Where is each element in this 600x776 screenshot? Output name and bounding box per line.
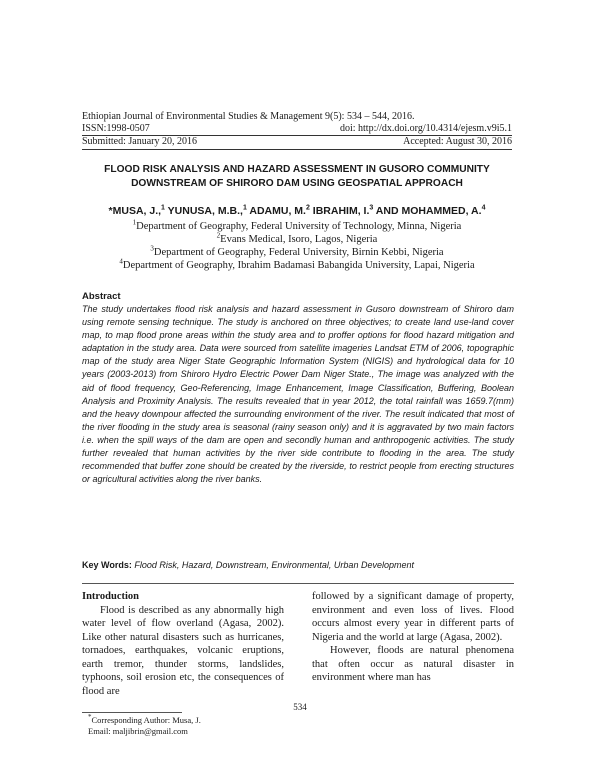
keywords-label: Key Words: xyxy=(82,560,132,570)
author-4-sup: 3 xyxy=(369,204,374,212)
affiliation-3 xyxy=(82,246,512,259)
right-column xyxy=(312,590,514,685)
intro-heading: Introduction xyxy=(82,591,139,602)
header-rule-2 xyxy=(82,149,512,150)
author-5-sup: 4 xyxy=(481,204,486,212)
issn-doi-row xyxy=(82,123,512,135)
affiliation-1 xyxy=(82,220,512,233)
affiliation-1-sup: 1 xyxy=(132,218,137,227)
dates-row xyxy=(82,136,512,148)
issn: ISSN:1998-0507 xyxy=(82,123,150,134)
affiliation-3-sup: 3 xyxy=(150,244,154,253)
author-3: ADAMU, M. xyxy=(246,205,306,217)
footnote-sup: * xyxy=(88,713,92,722)
accepted-date: Accepted: August 30, 2016 xyxy=(403,136,512,147)
author-2-sup: 1 xyxy=(242,204,247,212)
author-email[interactable]: Email: maljibrin@gmail.com xyxy=(88,726,188,736)
paper-title xyxy=(82,163,512,191)
author-4: IBRAHIM, I. xyxy=(309,205,370,217)
journal-citation: Ethiopian Journal of Environmental Studies & Management 9(5): 534 – 544, 2016. xyxy=(82,111,415,122)
affiliation-2 xyxy=(82,233,512,246)
submitted-date: Submitted: January 20, 2016 xyxy=(82,136,197,147)
affiliation-2-sup: 2 xyxy=(216,231,221,240)
author-1: *MUSA, J., xyxy=(108,205,162,217)
keywords xyxy=(82,560,514,570)
affiliation-4 xyxy=(82,259,512,272)
abstract-text: The study undertakes flood risk analysis and hazard assessment in Gusoro downstream of Shiroro dam using remote sensing technique. The study is anchored on three objectives; to create land use-land cover map, to map flood prone areas within the study area and to proffer options for flood hazard mitigation and adaptation in the study area. Data were sourced from satellite imageries Landsat ETM of 2006, topographic map of the study area Niger State Geographic Information System (NIGIS) and hydrological data for 10 years (2003-2013) from Shiroro Hydro Electric Power Dam Niger State., The image was analyzed with the aid of flood frequency, Geo-Referencing, Image Enhancement, Image Classification, Buffering, Boolean Analysis and Proximity Analysis. The results revealed that in year 2012, the total rainfall was 1659.7(mm) and the heavy downpour affected the surrounding environment of the river. The result indicated that most of the river flooding in the study area is seasonal (rainy season only) and it is aggravated by two main factors i.e. when the spill ways of the dam are open and secondly human and anthropogenic activities. The study further revealed that human activities by the river side contribute to flooding in the area. The study recommended that buffer zone should be created by the riverside, to restrict people from erecting structures or agricultural activities along the river banks. xyxy=(82,304,514,485)
footnote-rule xyxy=(82,712,182,713)
corresponding-author-text: Corresponding Author: Musa, J. xyxy=(91,715,201,725)
affiliation-3-text: Department of Geography, Federal University, Birnin Kebbi, Nigeria xyxy=(153,247,444,258)
footnote xyxy=(88,715,201,737)
title-line-2: DOWNSTREAM OF SHIRORO DAM USING GEOSPATIAL APPROACH xyxy=(131,178,463,189)
abstract-heading: Abstract xyxy=(82,291,121,302)
title-line-1: FLOOD RISK ANALYSIS AND HAZARD ASSESSMENT IN GUSORO COMMUNITY xyxy=(104,164,490,175)
corresponding-author xyxy=(88,715,201,726)
intro-paragraph-1-cont: followed by a significant damage of property, environment and even loss of lives. Flood occurs almost every year in different parts of Nigeria and the world at large (Agasa, 2002). xyxy=(312,591,514,643)
affiliation-2-text: Evans Medical, Isoro, Lagos, Nigeria xyxy=(220,234,378,245)
author-5: AND MOHAMMED, A. xyxy=(373,205,482,217)
intro-paragraph-2: However, floods are natural phenomena that often occur as natural disaster in environment where man has xyxy=(312,645,514,683)
left-column xyxy=(82,590,284,698)
affiliation-1-text: Department of Geography, Federal University of Technology, Minna, Nigeria xyxy=(136,221,462,232)
author-2: YUNUSA, M.B., xyxy=(164,205,243,217)
page-number: 534 xyxy=(293,702,307,712)
affiliation-4-text: Department of Geography, Ibrahim Badamasi Babangida University, Lapai, Nigeria xyxy=(122,260,475,271)
affiliation-4-sup: 4 xyxy=(119,257,123,266)
doi-link[interactable]: doi: http://dx.doi.org/10.4314/ejesm.v9i5.1 xyxy=(339,123,512,134)
keywords-text: Flood Risk, Hazard, Downstream, Environmental, Urban Development xyxy=(134,560,414,570)
author-1-sup: 1 xyxy=(161,204,165,212)
author-list xyxy=(82,205,512,217)
section-rule xyxy=(82,583,514,584)
intro-paragraph-1: Flood is described as any abnormally high water level of flow overland (Agasa, 2002). Like other natural disasters such as hurricanes, tornadoes, earthquakes, volcanic eruptions, earth tremor, thunder storms, landslides, typhoons, soil erosion etc, the consequences of flood are xyxy=(82,604,284,697)
author-3-sup: 2 xyxy=(305,204,310,212)
